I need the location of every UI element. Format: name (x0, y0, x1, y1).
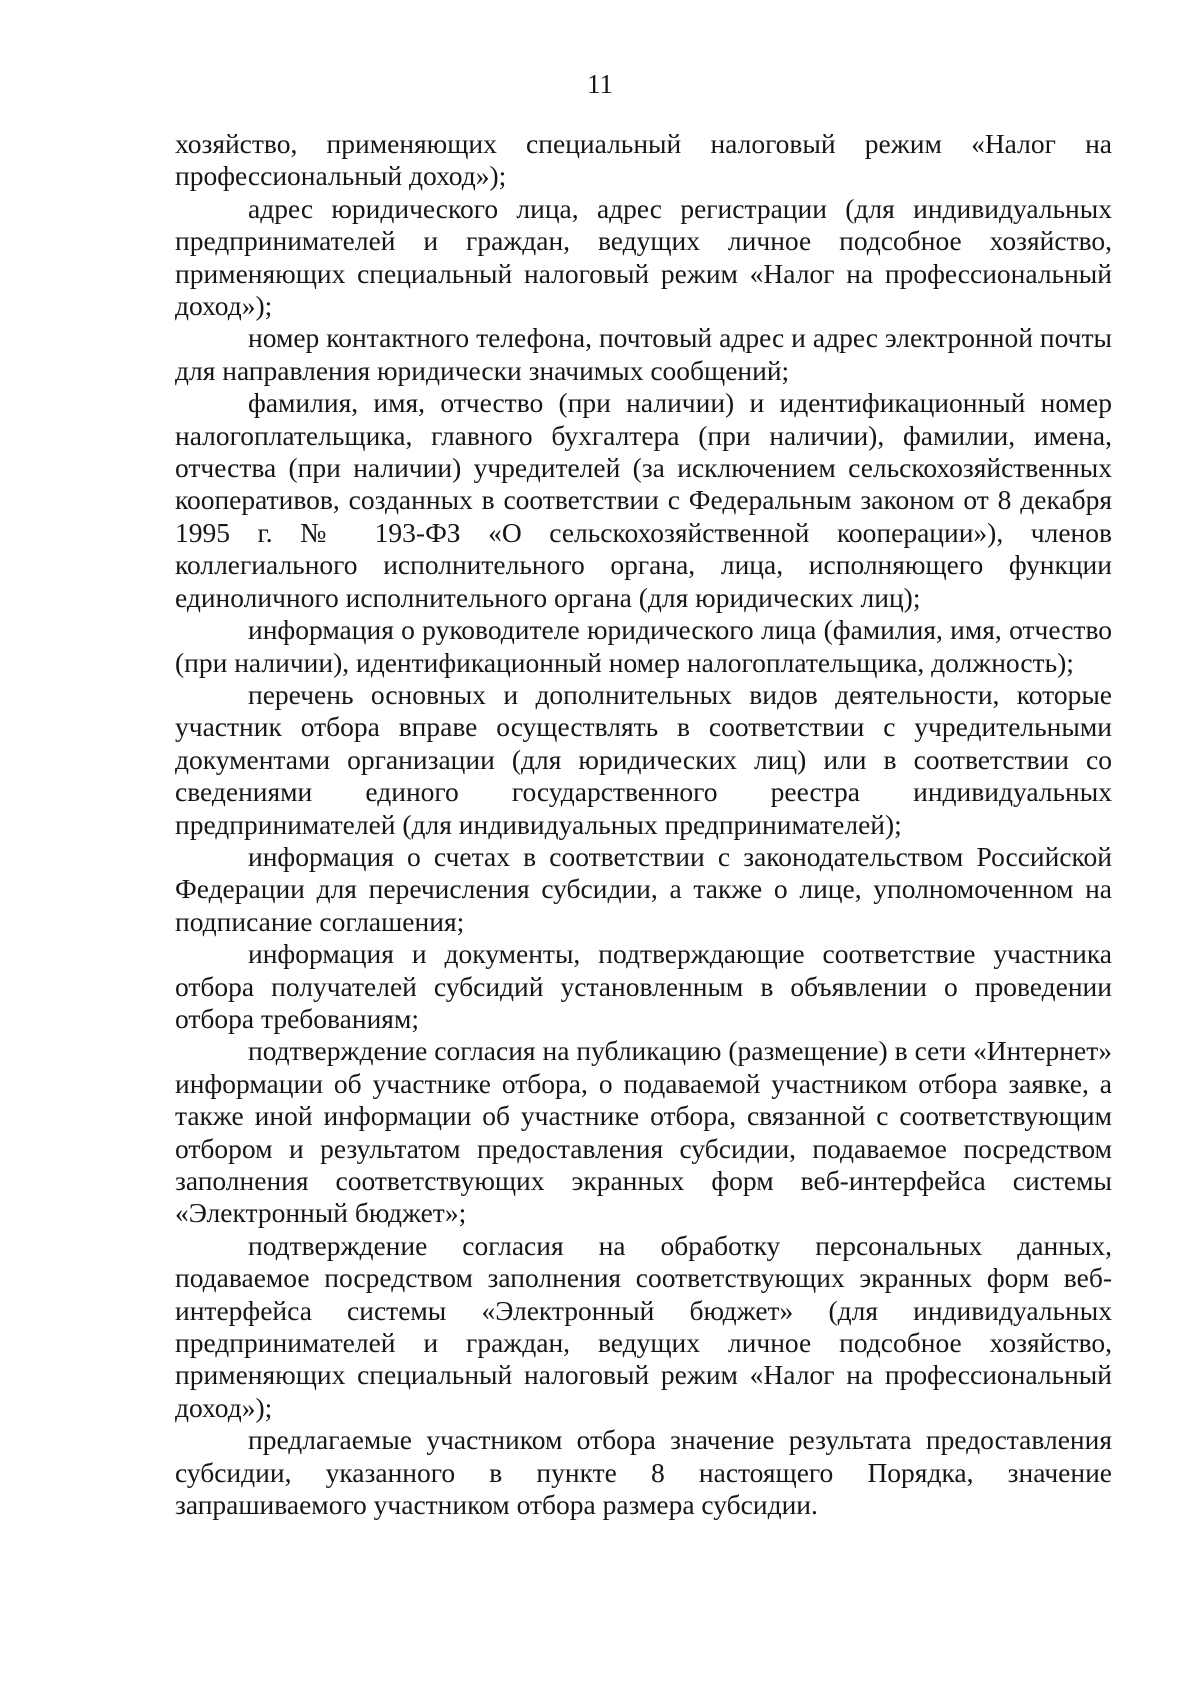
paragraph-names-and-tin: фамилия, имя, отчество (при наличии) и идентификационный номер налогоплательщика, главного бухгалтера (при наличии), фамилии, имена, отчества (при наличии) учредителей (за исключением сельскохозяйственных кооперативов, созданных в соответствии с Федеральным законом от 8 декабря 1995 г. № 193-ФЗ «О сельскохозяйственной кооперации»), членов коллегиального исполнительного органа, лица, исполняющего функции единоличного исполнительного органа (для юридических лиц); (175, 387, 1112, 613)
paragraph-activity-list: перечень основных и дополнительных видов деятельности, которые участник отбора вправе осуществлять в соответствии с учредительными документами организации (для юридических лиц) или в соответствии со сведениями единого государственного реестра индивидуальных предпринимателей (для индивидуальных предпринимателей); (175, 678, 1112, 840)
paragraph-contact-info: номер контактного телефона, почтовый адрес и адрес электронной почты для направления юридически значимых сообщений; (175, 322, 1112, 386)
page-number: 11 (587, 69, 613, 99)
paragraph-continuation: хозяйство, применяющих специальный налоговый режим «Налог на профессиональный доход»); (175, 128, 1112, 192)
paragraph-legal-address: адрес юридического лица, адрес регистрации (для индивидуальных предпринимателей и граждан, ведущих личное подсобное хозяйство, применяющих специальный налоговый режим «Налог на профессиональный доход»); (175, 192, 1112, 322)
paragraph-bank-accounts: информация о счетах в соответствии с законодательством Российской Федерации для перечисления субсидии, а также о лице, уполномоченном на подписание соглашения; (175, 840, 1112, 937)
paragraph-publication-consent: подтверждение согласия на публикацию (размещение) в сети «Интернет» информации об участнике отбора, о подаваемой участником отбора заявке, а также иной информации об участнике отбора, связанной с соответствующим отбором и результатом предоставления субсидии, подаваемое посредством заполнения соответствующих экранных форм веб-интерфейса системы «Электронный бюджет»; (175, 1035, 1112, 1229)
document-body (175, 128, 1112, 1521)
paragraph-compliance-documents: информация и документы, подтверждающие соответствие участника отбора получателей субсидий установленным в объявлении о проведении отбора требованиям; (175, 938, 1112, 1034)
paragraph-proposed-result: предлагаемые участником отбора значение результата предоставления субсидии, указанного в пункте 8 настоящего Порядка, значение запрашиваемого участником отбора размера субсидии. (175, 1424, 1112, 1521)
paragraph-head-info: информация о руководителе юридического лица (фамилия, имя, отчество (при наличии), идентификационный номер налогоплательщика, должность); (175, 614, 1112, 678)
paragraph-personal-data-consent: подтверждение согласия на обработку персональных данных, подаваемое посредством заполнения соответствующих экранных форм веб-интерфейса системы «Электронный бюджет» (для индивидуальных предпринимателей и граждан, ведущих личное подсобное хозяйство, применяющих специальный налоговый режим «Налог на профессиональный доход»); (175, 1229, 1112, 1423)
